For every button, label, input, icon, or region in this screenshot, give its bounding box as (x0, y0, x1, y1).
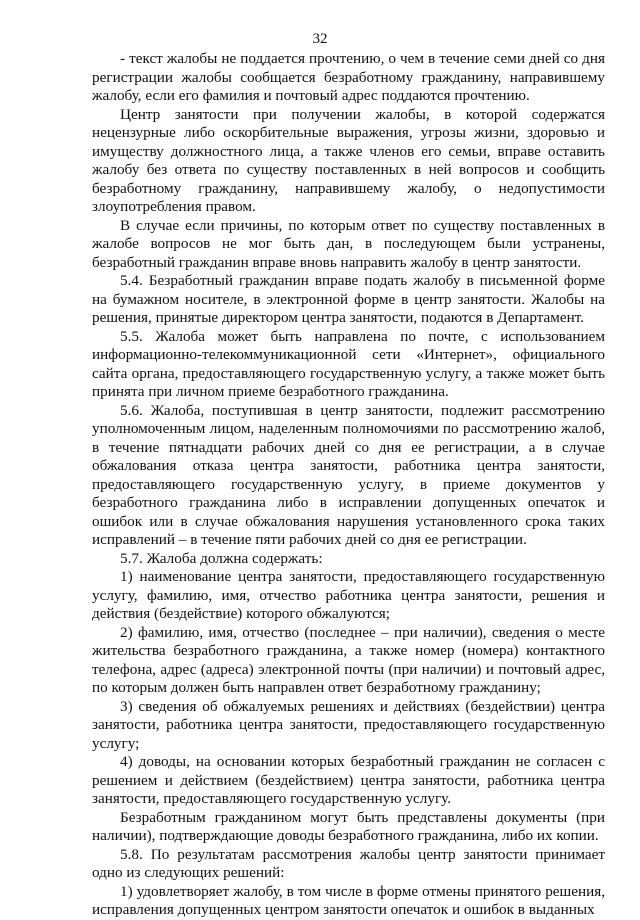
list-item-1: 1) наименование центра занятости, предоставляющего государственную услугу, фамилию, имя, отчество работника центра занятости, решения и действия (бездействие) которого обжалуются; (92, 568, 605, 622)
paragraph-5-6: 5.6. Жалоба, поступившая в центр занятости, подлежит рассмотрению уполномоченным лицом, наделенным полномочиями по рассмотрению жалоб, в течение пятнадцати рабочих дней со дня ее регистрации, а в случае обжалования отказа центра занятости, работника центра занятости, предоставляющего государственную услугу, в приеме документов у безработного гражданина либо в исправлении допущенных опечаток и ошибок или в случае обжалования нарушения установленного срока таких исправлений – в течение пяти рабочих дней со дня ее регистрации. (92, 401, 605, 548)
list-item-2: 2) фамилию, имя, отчество (последнее – при наличии), сведения о месте жительства безработного гражданина, а также номер (номера) контактного телефона, адрес (адреса) электронной почты (при наличии) и почтовый адрес, по которым должен быть направлен ответ безработному гражданину; (92, 623, 605, 696)
paragraph-supporting-documents: Безработным гражданином могут быть представлены документы (при наличии), подтверждающие доводы безработного гражданина, либо их копии. (92, 808, 605, 844)
paragraph-reasons-eliminated: В случае если причины, по которым ответ по существу поставленных в жалобе вопросов не мог быть дан, в последующем были устранены, безработный гражданин вправе вновь направить жалобу в центр занятости. (92, 216, 605, 271)
page-number: 32 (312, 31, 328, 47)
paragraph-5-5: 5.5. Жалоба может быть направлена по почте, с использованием информационно-телекоммуникационной сети «Интернет», официального сайта органа, предоставляющего государственную услугу, а также может быть принята при личном приеме безработного гражданина. (92, 327, 605, 400)
paragraph-5-7: 5.7. Жалоба должна содержать: (120, 549, 323, 567)
paragraph-5-4: 5.4. Безработный гражданин вправе подать жалобу в письменной форме на бумажном носителе, в электронной форме в центр занятости. Жалобы на решения, принятые директором центра занятости, подаются в Департамент. (92, 272, 605, 326)
decision-item-1: 1) удовлетворяет жалобу, в том числе в форме отмены принятого решения, исправления допущенных центром занятости опечаток и ошибок в выданных (92, 882, 605, 918)
paragraph-offensive-content: Центр занятости при получении жалобы, в которой содержатся нецензурные либо оскорбительные выражения, угрозы жизни, здоровью и имуществу должностного лица, а также членов его семьи, вправе оставить жалобу без ответа по существу поставленных в ней вопросов и сообщить безработному гражданину, направившему жалобу, о недопустимости злоупотребления правом. (92, 105, 605, 215)
document-body (92, 50, 605, 920)
list-item-4: 4) доводы, на основании которых безработный гражданин не согласен с решением и действием (бездействием) центра занятости, работника центра занятости, предоставляющего государственную услугу. (92, 753, 605, 807)
list-item-3: 3) сведения об обжалуемых решениях и действиях (бездействии) центра занятости, работника центра занятости, предоставляющего государственную услугу; (92, 697, 605, 752)
paragraph-unreadable-text: - текст жалобы не поддается прочтению, о чем в течение семи дней со дня регистрации жалобы сообщается безработному гражданину, направившему жалобу, если его фамилия и почтовый адрес поддаются прочтению. (92, 50, 605, 104)
paragraph-5-8: 5.8. По результатам рассмотрения жалобы центр занятости принимает одно из следующих решений: (92, 845, 605, 881)
